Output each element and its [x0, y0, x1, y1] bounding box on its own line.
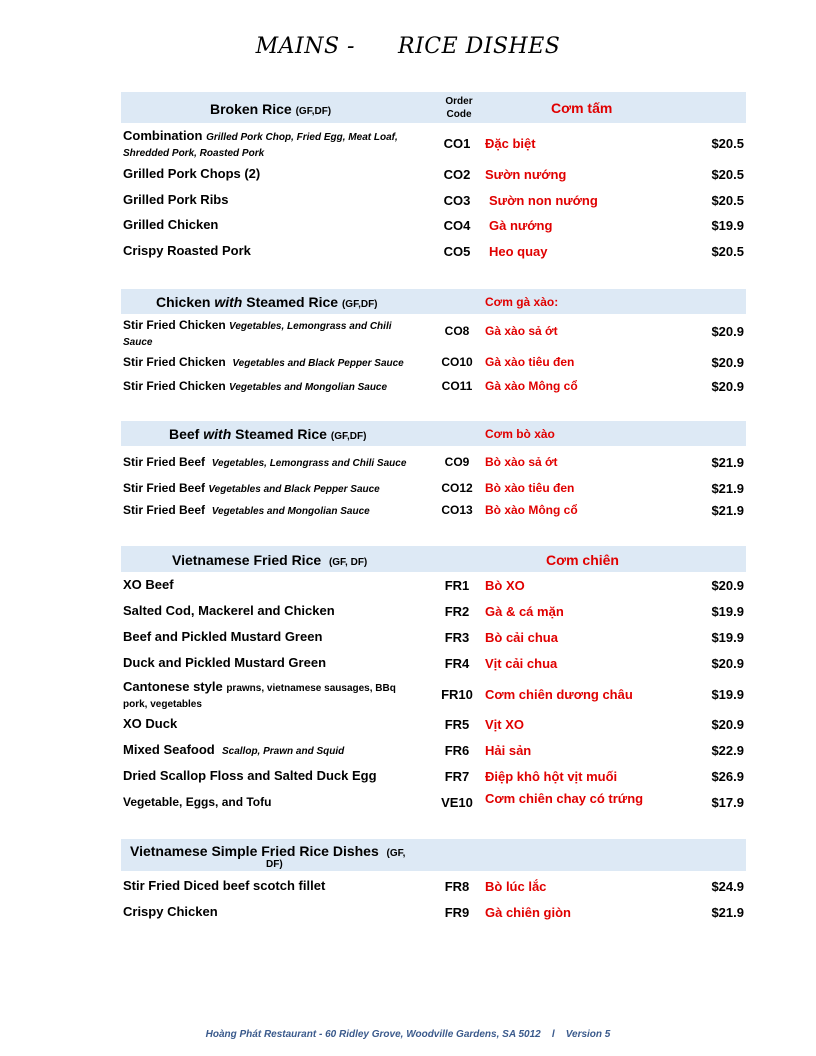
item-name-vn: Sườn non nướng — [489, 193, 598, 208]
menu-item: Beef and Pickled Mustard Green FR3 Bò cải chua $19.9 — [123, 629, 744, 645]
section-title-vn: Cơm tấm — [551, 100, 613, 116]
item-code: CO9 — [444, 455, 470, 469]
item-code: CO10 — [441, 355, 473, 369]
item-name-vn: Bò cải chua — [485, 630, 558, 645]
section-title: Chicken with Steamed Rice (GF,DF) — [156, 294, 378, 310]
item-price: $20.9 — [711, 717, 744, 732]
item-code: CO11 — [441, 379, 473, 393]
item-code: CO2 — [443, 167, 471, 182]
item-name-vn: Gà nướng — [489, 218, 553, 233]
item-name-vn: Vịt XO — [485, 717, 525, 732]
menu-item: Cantonese style prawns, vietnamese sausages, BBq pork, vegetables FR10 Cơm chiên dương châu $19.9 — [123, 679, 744, 710]
menu-item: Grilled Pork Chops (2) CO2 Sườn nướng $20.5 — [123, 166, 744, 182]
item-price: $20.9 — [711, 355, 744, 370]
item-code: FR9 — [444, 905, 470, 920]
item-name-vn: Đặc biệt — [485, 136, 536, 151]
section-header-fried-rice — [121, 546, 746, 572]
item-price: $21.9 — [711, 481, 744, 496]
item-price: $20.5 — [711, 136, 744, 151]
menu-item: Mixed Seafood Scallop, Prawn and Squid FR6 Hải sản $22.9 — [123, 742, 744, 758]
section-header-beef — [121, 421, 746, 446]
menu-item: Crispy Roasted Pork CO5 Heo quay $20.5 — [123, 243, 744, 259]
menu-item: Grilled Chicken CO4 Gà nướng $19.9 — [123, 217, 744, 233]
item-price: $21.9 — [711, 455, 744, 470]
section-header-chicken — [121, 289, 746, 314]
item-price: $20.9 — [711, 578, 744, 593]
menu-item: Stir Fried Beef Vegetables and Black Pepper Sauce CO12 Bò xào tiêu đen $21.9 — [123, 481, 744, 496]
item-price: $19.9 — [711, 604, 744, 619]
item-name-vn: Gà xào tiêu đen — [485, 355, 575, 369]
section-header-broken-rice — [121, 92, 746, 123]
item-code: FR6 — [444, 743, 470, 758]
item-code: FR5 — [444, 717, 470, 732]
item-name-vn: Sườn nướng — [485, 167, 567, 182]
item-code: FR10 — [441, 687, 473, 702]
item-price: $20.5 — [711, 167, 744, 182]
menu-item: Dried Scallop Floss and Salted Duck Egg FR7 Điệp khô hột vịt muối $26.9 — [123, 768, 744, 784]
page-title — [0, 34, 816, 59]
item-code: CO1 — [443, 136, 471, 151]
item-price: $20.9 — [711, 379, 744, 394]
item-name-vn: Cơm chiên dương châu — [485, 687, 633, 702]
item-price: $19.9 — [711, 687, 744, 702]
item-name-vn: Gà chiên giòn — [485, 905, 571, 920]
menu-item: Stir Fried Diced beef scotch fillet FR8 Bò lúc lắc $24.9 — [123, 878, 744, 894]
item-name-vn: Hải sản — [485, 743, 532, 758]
item-price: $19.9 — [711, 630, 744, 645]
item-price: $20.5 — [711, 244, 744, 259]
item-name-vn: Bò XO — [485, 578, 525, 593]
item-price: $17.9 — [711, 795, 744, 810]
section-title-vn: Cơm chiên — [546, 552, 619, 568]
menu-item: Combination Grilled Pork Chop, Fried Egg, Meat Loaf, Shredded Pork, Roasted Pork CO1 Đặc biệt $20.5 — [123, 128, 744, 159]
title-rice-dishes: RICE DISHES — [398, 34, 561, 59]
item-name-vn: Gà xào Mông cổ — [485, 379, 578, 393]
item-code: FR1 — [444, 578, 470, 593]
menu-item: Crispy Chicken FR9 Gà chiên giòn $21.9 — [123, 904, 744, 920]
section-title: Beef with Steamed Rice (GF,DF) — [169, 426, 367, 442]
item-price: $26.9 — [711, 769, 744, 784]
item-price: $24.9 — [711, 879, 744, 894]
menu-item: Stir Fried Beef Vegetables, Lemongrass and Chili Sauce CO9 Bò xào sả ớt $21.9 — [123, 455, 744, 470]
menu-item: Grilled Pork Ribs CO3 Sườn non nướng $20.5 — [123, 192, 744, 208]
item-name-vn: Bò xào tiêu đen — [485, 481, 575, 495]
section-title: Vietnamese Fried Rice (GF, DF) — [172, 552, 368, 568]
item-price: $20.9 — [711, 324, 744, 339]
order-code-heading: Order Code — [445, 96, 473, 120]
item-name-vn: Gà & cá mặn — [485, 604, 564, 619]
menu-item: XO Duck FR5 Vịt XO $20.9 — [123, 716, 744, 732]
section-title-vn: Cơm gà xào: — [485, 295, 559, 309]
item-code: CO13 — [441, 503, 473, 517]
item-name-vn: Vịt cải chua — [485, 656, 558, 671]
item-code: VE10 — [441, 795, 473, 810]
item-code: CO12 — [441, 481, 473, 495]
item-name-vn: Gà xào sả ớt — [485, 324, 558, 338]
item-price: $20.9 — [711, 656, 744, 671]
item-price: $21.9 — [711, 905, 744, 920]
section-header-simple-fried-rice — [121, 839, 746, 871]
item-price: $21.9 — [711, 503, 744, 518]
item-name-vn: Điệp khô hột vịt muối — [485, 769, 618, 784]
item-code: CO8 — [444, 324, 470, 338]
menu-item: Stir Fried Beef Vegetables and Mongolian Sauce CO13 Bò xào Mông cổ $21.9 — [123, 503, 744, 518]
menu-item: Vegetable, Eggs, and Tofu VE10 Cơm chiên chay có trứng $17.9 — [123, 791, 744, 810]
section-title-tag: DF) — [266, 859, 283, 870]
item-code: CO4 — [443, 218, 471, 233]
item-code: CO3 — [443, 193, 471, 208]
menu-item: XO Beef FR1 Bò XO $20.9 — [123, 577, 744, 593]
menu-item: Stir Fried Chicken Vegetables, Lemongrass and Chili Sauce CO8 Gà xào sả ớt $20.9 — [123, 318, 744, 348]
item-name-vn: Cơm chiên chay có trứng — [485, 791, 644, 806]
menu-item: Stir Fried Chicken Vegetables and Black Pepper Sauce CO10 Gà xào tiêu đen $20.9 — [123, 355, 744, 370]
menu-item: Salted Cod, Mackerel and Chicken FR2 Gà & cá mặn $19.9 — [123, 603, 744, 619]
item-name-vn: Bò xào sả ớt — [485, 455, 558, 469]
item-code: FR4 — [444, 656, 470, 671]
title-mains: MAINS - — [255, 34, 355, 59]
item-price: $20.5 — [711, 193, 744, 208]
menu-item: Stir Fried Chicken Vegetables and Mongolian Sauce CO11 Gà xào Mông cổ $20.9 — [123, 379, 744, 394]
item-code: CO5 — [443, 244, 471, 259]
item-code: FR2 — [444, 604, 470, 619]
item-code: FR7 — [444, 769, 470, 784]
section-title: Broken Rice (GF,DF) — [210, 101, 332, 117]
item-name-vn: Bò lúc lắc — [485, 879, 547, 894]
item-name-vn: Bò xào Mông cổ — [485, 503, 578, 517]
section-title: Vietnamese Simple Fried Rice Dishes (GF, — [130, 843, 406, 859]
item-name-vn: Heo quay — [489, 244, 548, 259]
item-code: FR3 — [444, 630, 470, 645]
menu-item: Duck and Pickled Mustard Green FR4 Vịt cải chua $20.9 — [123, 655, 744, 671]
section-title-vn: Cơm bò xào — [485, 427, 555, 441]
item-price: $19.9 — [711, 218, 744, 233]
item-price: $22.9 — [711, 743, 744, 758]
item-code: FR8 — [444, 879, 470, 894]
page-footer: Hoàng Phát Restaurant - 60 Ridley Grove, Woodville Gardens, SA 5012 l Version 5 — [205, 1029, 611, 1040]
